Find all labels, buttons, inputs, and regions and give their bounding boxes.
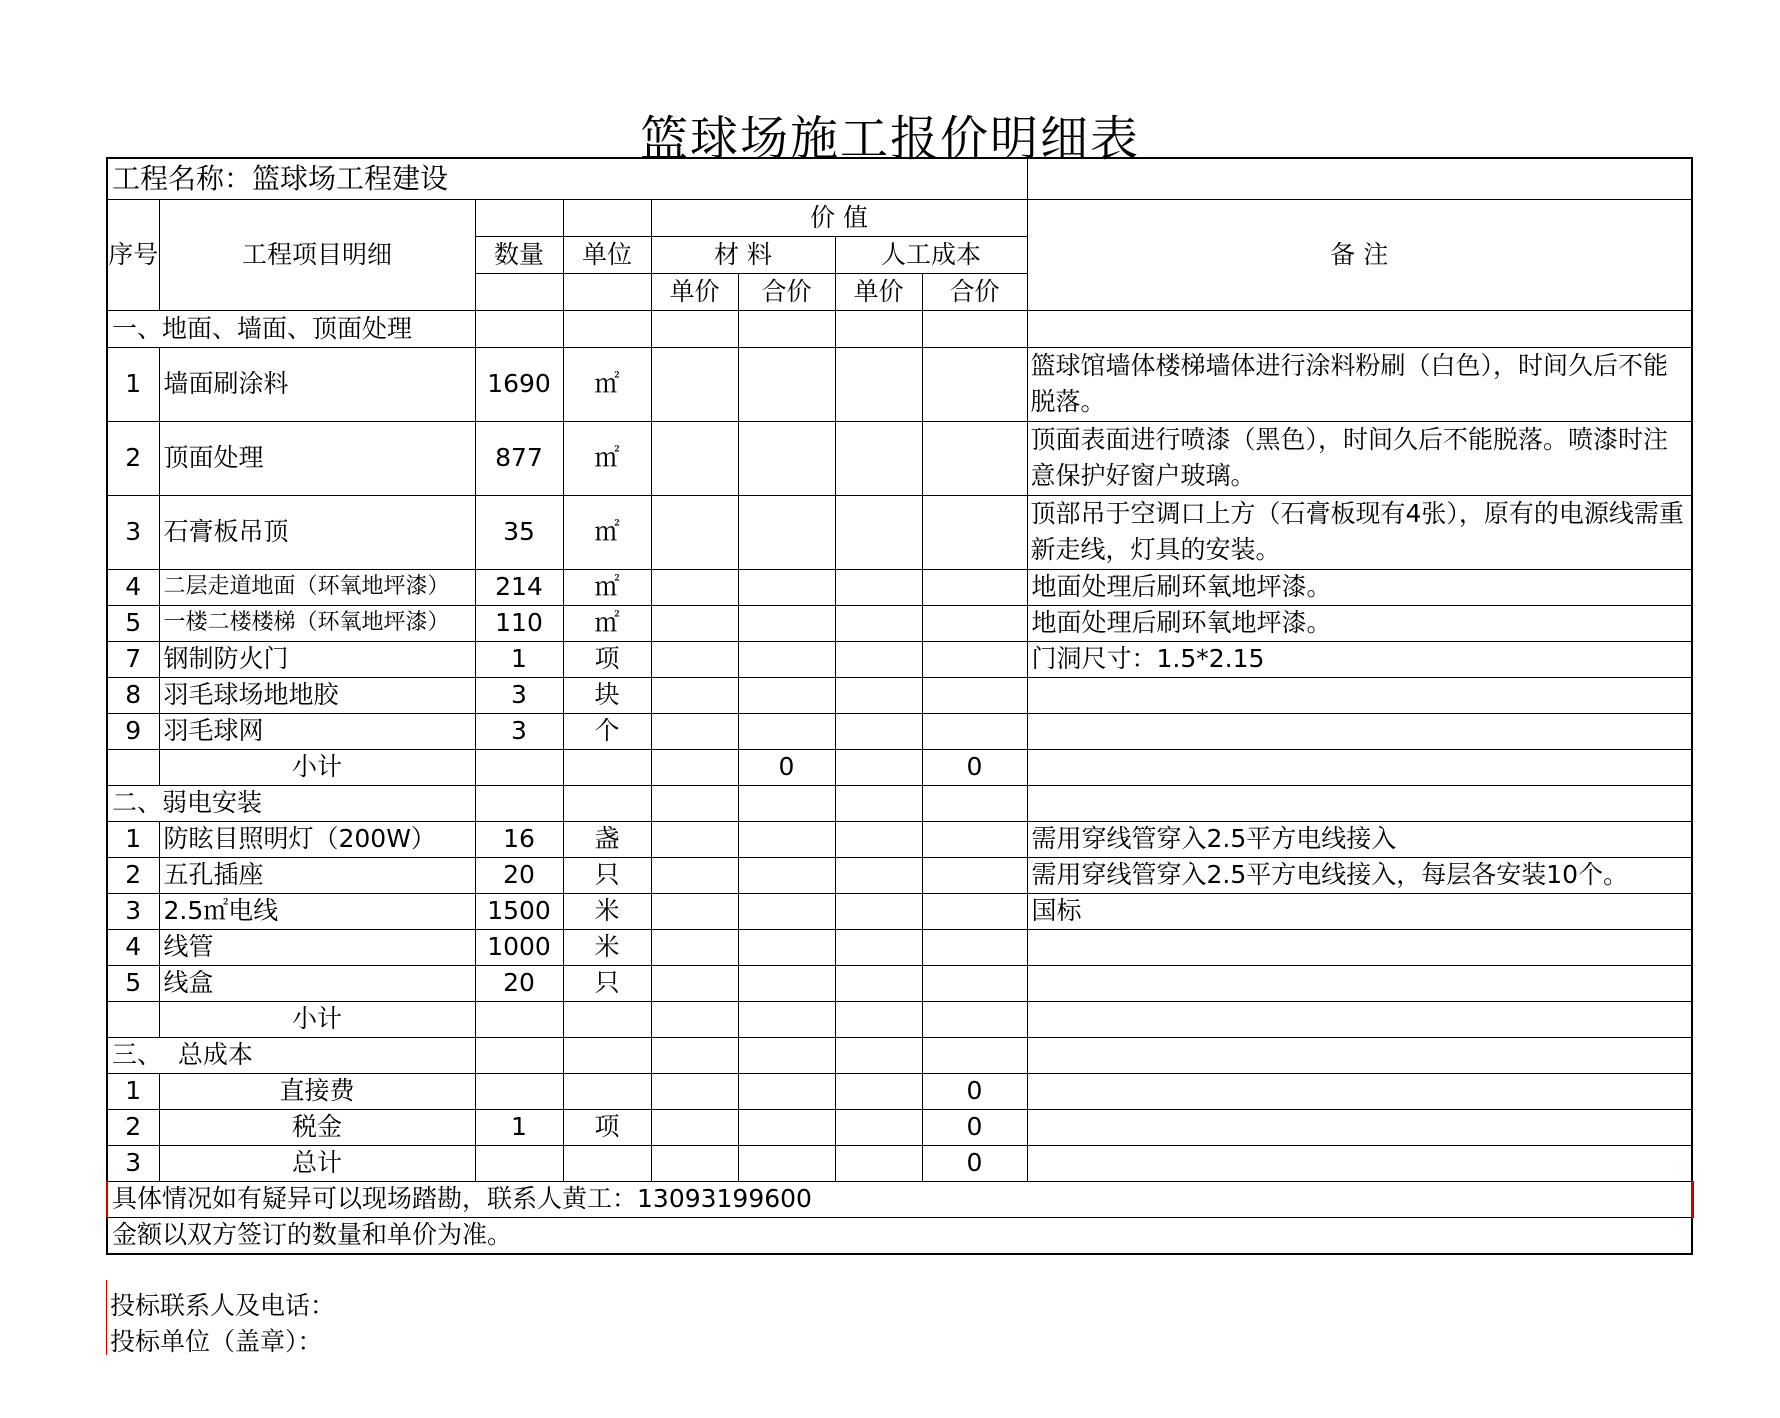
header-material-total-price: 合价 bbox=[738, 273, 835, 310]
header-labor-unit-price: 单价 bbox=[835, 273, 922, 310]
row-seq: 2 bbox=[107, 857, 159, 893]
row-item: 羽毛球网 bbox=[159, 713, 475, 749]
row-seq: 4 bbox=[107, 929, 159, 965]
row-remark: 地面处理后刷环氧地坪漆。 bbox=[1027, 569, 1692, 605]
header-seq: 序号 bbox=[107, 199, 159, 310]
row-qty: 214 bbox=[475, 569, 563, 605]
row-remark bbox=[1027, 965, 1692, 1001]
row-qty: 16 bbox=[475, 821, 563, 857]
row-seq: 3 bbox=[107, 1145, 159, 1181]
row-item: 线盒 bbox=[159, 965, 475, 1001]
row-item: 税金 bbox=[159, 1109, 475, 1145]
header-labor-total-price: 合价 bbox=[922, 273, 1027, 310]
row-qty: 1690 bbox=[475, 347, 563, 421]
row-seq: 1 bbox=[107, 1073, 159, 1109]
row-item: 2.5㎡电线 bbox=[159, 893, 475, 929]
row-qty: 35 bbox=[475, 495, 563, 569]
row-unit: 项 bbox=[563, 1109, 651, 1145]
row-seq: 5 bbox=[107, 965, 159, 1001]
row-seq: 8 bbox=[107, 677, 159, 713]
row-item: 线管 bbox=[159, 929, 475, 965]
row-qty: 20 bbox=[475, 965, 563, 1001]
row-seq: 5 bbox=[107, 605, 159, 641]
row-seq: 2 bbox=[107, 1109, 159, 1145]
row-qty: 20 bbox=[475, 857, 563, 893]
row-unit: 米 bbox=[563, 893, 651, 929]
subtotal-label: 小计 bbox=[159, 749, 475, 785]
row-labor-total: 0 bbox=[922, 1145, 1027, 1181]
row-seq: 9 bbox=[107, 713, 159, 749]
row-unit: ㎡ bbox=[563, 421, 651, 495]
row-item: 钢制防火门 bbox=[159, 641, 475, 677]
header-item: 工程项目明细 bbox=[159, 199, 475, 310]
row-item: 五孔插座 bbox=[159, 857, 475, 893]
row-labor-total: 0 bbox=[922, 1073, 1027, 1109]
row-remark: 需用穿线管穿入2.5平方电线接入 bbox=[1027, 821, 1692, 857]
row-remark bbox=[1027, 713, 1692, 749]
red-margin-line bbox=[106, 1280, 107, 1355]
row-item: 顶面处理 bbox=[159, 421, 475, 495]
row-qty: 1000 bbox=[475, 929, 563, 965]
header-material: 材 料 bbox=[651, 236, 835, 273]
row-qty: 1500 bbox=[475, 893, 563, 929]
row-qty: 1 bbox=[475, 641, 563, 677]
row-seq: 3 bbox=[107, 495, 159, 569]
row-unit: ㎡ bbox=[563, 569, 651, 605]
row-item: 总计 bbox=[159, 1145, 475, 1181]
row-qty bbox=[475, 1145, 563, 1181]
row-seq: 1 bbox=[107, 821, 159, 857]
project-name-blank bbox=[1027, 158, 1692, 199]
row-item: 羽毛球场地地胶 bbox=[159, 677, 475, 713]
section-label: 一、地面、墙面、顶面处理 bbox=[107, 310, 475, 347]
row-remark: 顶部吊于空调口上方（石膏板现有4张），原有的电源线需重新走线，灯具的安装。 bbox=[1027, 495, 1692, 569]
row-item: 一楼二楼楼梯（环氧地坪漆） bbox=[159, 605, 475, 641]
row-remark bbox=[1027, 929, 1692, 965]
row-qty: 1 bbox=[475, 1109, 563, 1145]
header-qty: 数量 bbox=[475, 236, 563, 273]
row-item: 防眩目照明灯（200W） bbox=[159, 821, 475, 857]
row-qty bbox=[475, 1073, 563, 1109]
project-name: 工程名称：篮球场工程建设 bbox=[107, 158, 1027, 199]
row-item: 直接费 bbox=[159, 1073, 475, 1109]
row-qty: 3 bbox=[475, 677, 563, 713]
page-title: 篮球场施工报价明细表 bbox=[639, 111, 1140, 167]
header-labor: 人工成本 bbox=[835, 236, 1027, 273]
row-seq: 4 bbox=[107, 569, 159, 605]
contact-note: 具体情况如有疑异可以现场踏勘，联系人黄工：13093199600 bbox=[107, 1181, 1692, 1217]
row-remark: 国标 bbox=[1027, 893, 1692, 929]
section-label: 二、弱电安装 bbox=[107, 785, 475, 821]
bidder-unit: 投标单位（盖章）： bbox=[110, 1327, 323, 1356]
row-remark: 篮球馆墙体楼梯墙体进行涂料粉刷（白色），时间久后不能脱落。 bbox=[1027, 347, 1692, 421]
row-unit: 盏 bbox=[563, 821, 651, 857]
header-unit: 单位 bbox=[563, 236, 651, 273]
subtotal-material: 0 bbox=[738, 749, 835, 785]
basis-note: 金额以双方签订的数量和单价为准。 bbox=[107, 1217, 1692, 1254]
row-qty: 877 bbox=[475, 421, 563, 495]
row-unit: ㎡ bbox=[563, 347, 651, 421]
row-unit: 米 bbox=[563, 929, 651, 965]
row-unit: 个 bbox=[563, 713, 651, 749]
row-item: 石膏板吊顶 bbox=[159, 495, 475, 569]
header-value: 价 值 bbox=[651, 199, 1027, 236]
header-remark: 备 注 bbox=[1027, 199, 1692, 310]
row-seq: 2 bbox=[107, 421, 159, 495]
row-unit: 项 bbox=[563, 641, 651, 677]
row-remark: 地面处理后刷环氧地坪漆。 bbox=[1027, 605, 1692, 641]
row-unit: 块 bbox=[563, 677, 651, 713]
quote-table bbox=[106, 157, 1694, 1255]
row-unit: 只 bbox=[563, 857, 651, 893]
row-item: 二层走道地面（环氧地坪漆） bbox=[159, 569, 475, 605]
row-remark: 顶面表面进行喷漆（黑色），时间久后不能脱落。喷漆时注意保护好窗户玻璃。 bbox=[1027, 421, 1692, 495]
subtotal-labor: 0 bbox=[922, 749, 1027, 785]
row-remark bbox=[1027, 677, 1692, 713]
row-seq: 3 bbox=[107, 893, 159, 929]
row-unit: ㎡ bbox=[563, 605, 651, 641]
subtotal-label: 小计 bbox=[159, 1001, 475, 1037]
row-seq: 1 bbox=[107, 347, 159, 421]
row-qty: 110 bbox=[475, 605, 563, 641]
header-material-unit-price: 单价 bbox=[651, 273, 738, 310]
row-remark: 门洞尺寸：1.5*2.15 bbox=[1027, 641, 1692, 677]
row-unit: ㎡ bbox=[563, 495, 651, 569]
section-label: 三、 总成本 bbox=[107, 1037, 475, 1073]
row-labor-total: 0 bbox=[922, 1109, 1027, 1145]
row-unit bbox=[563, 1073, 651, 1109]
row-item: 墙面刷涂料 bbox=[159, 347, 475, 421]
bidder-contact: 投标联系人及电话： bbox=[110, 1291, 336, 1320]
row-unit bbox=[563, 1145, 651, 1181]
row-seq: 7 bbox=[107, 641, 159, 677]
row-remark: 需用穿线管穿入2.5平方电线接入，每层各安装10个。 bbox=[1027, 857, 1692, 893]
row-unit: 只 bbox=[563, 965, 651, 1001]
row-qty: 3 bbox=[475, 713, 563, 749]
